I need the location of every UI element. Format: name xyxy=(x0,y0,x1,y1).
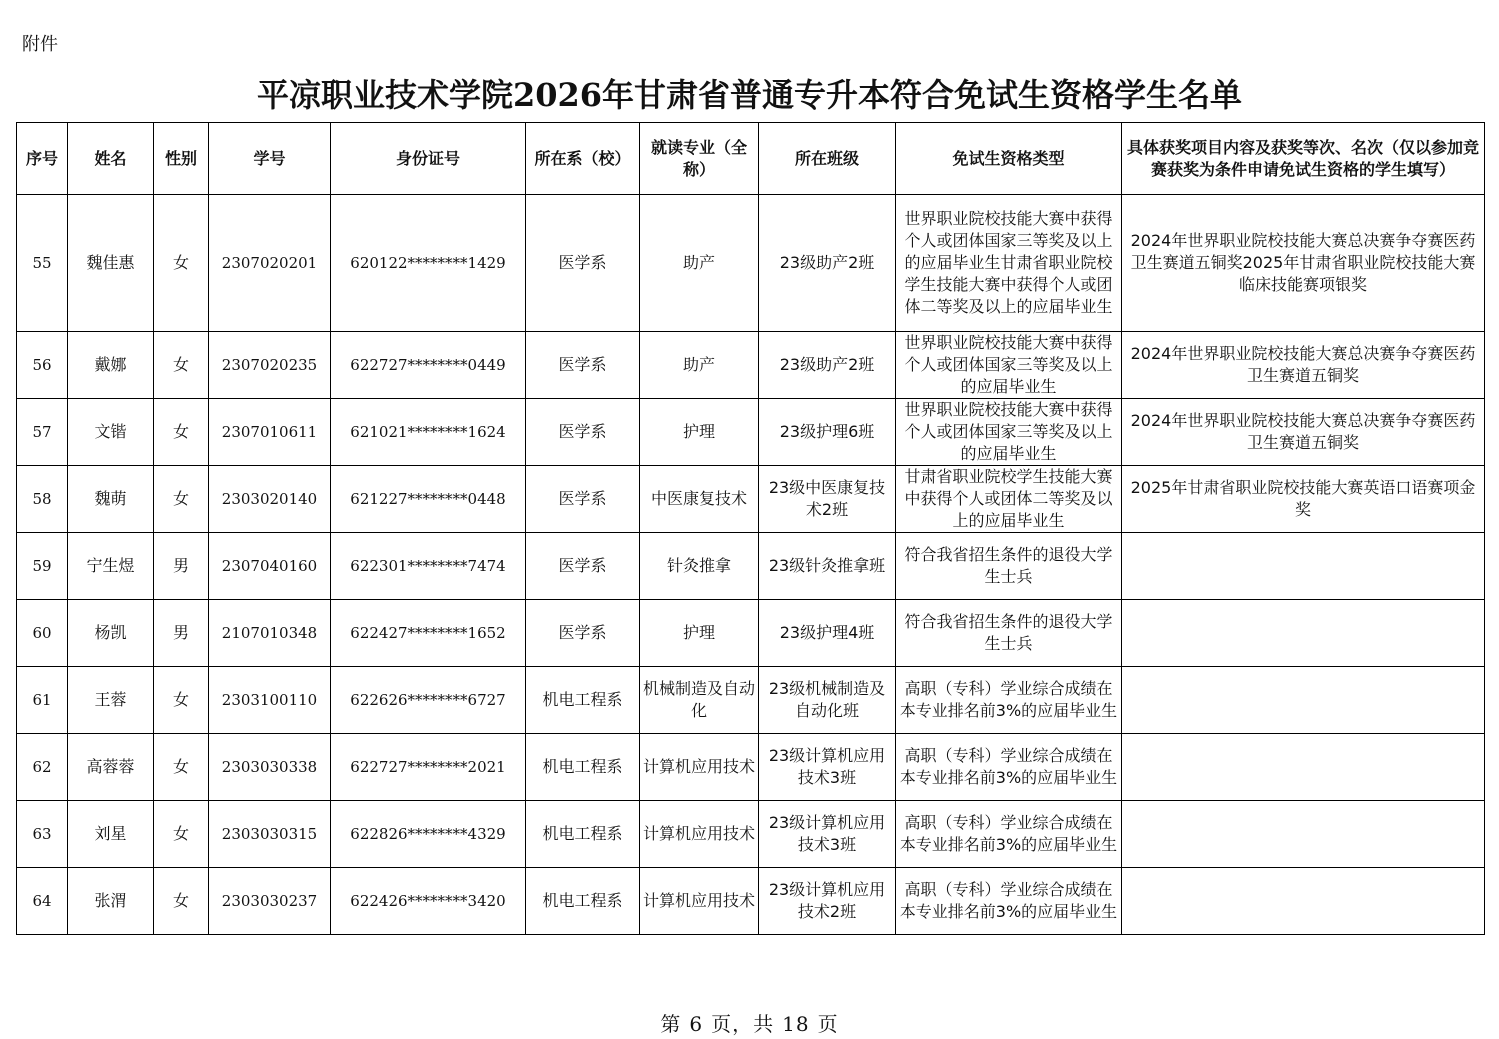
cell-name: 魏佳惠 xyxy=(68,195,154,332)
table-header-row xyxy=(17,123,1485,195)
cell-gender: 女 xyxy=(154,195,209,332)
cell-department: 医学系 xyxy=(526,332,640,399)
footer-current-page: 6 xyxy=(689,1012,704,1036)
cell-id-card: 622727********2021 xyxy=(331,734,526,801)
cell-major: 计算机应用技术 xyxy=(640,801,759,868)
cell-department: 机电工程系 xyxy=(526,734,640,801)
cell-id-card: 620122********1429 xyxy=(331,195,526,332)
header-cell-name: 姓名 xyxy=(68,123,154,195)
cell-name: 张渭 xyxy=(68,868,154,935)
cell-no: 56 xyxy=(17,332,68,399)
cell-no: 55 xyxy=(17,195,68,332)
cell-name: 杨凯 xyxy=(68,600,154,667)
cell-id-card: 621227********0448 xyxy=(331,466,526,533)
cell-department: 机电工程系 xyxy=(526,868,640,935)
cell-award xyxy=(1122,600,1485,667)
cell-student-id: 2307020201 xyxy=(209,195,331,332)
cell-major: 护理 xyxy=(640,600,759,667)
footer-page-prefix: 第 xyxy=(660,1012,682,1036)
cell-name: 刘星 xyxy=(68,801,154,868)
cell-class: 23级计算机应用技术2班 xyxy=(759,868,896,935)
cell-no: 58 xyxy=(17,466,68,533)
cell-department: 医学系 xyxy=(526,466,640,533)
cell-major: 护理 xyxy=(640,399,759,466)
header-cell-gender: 性别 xyxy=(154,123,209,195)
cell-no: 64 xyxy=(17,868,68,935)
cell-award: 2024年世界职业院校技能大赛总决赛争夺赛医药卫生赛道五铜奖 xyxy=(1122,399,1485,466)
cell-id-card: 622826********4329 xyxy=(331,801,526,868)
cell-student-id: 2303020140 xyxy=(209,466,331,533)
cell-major: 机械制造及自动化 xyxy=(640,667,759,734)
cell-qualification: 符合我省招生条件的退役大学生士兵 xyxy=(896,533,1122,600)
table-row xyxy=(17,734,1485,801)
cell-id-card: 622301********7474 xyxy=(331,533,526,600)
cell-student-id: 2303100110 xyxy=(209,667,331,734)
cell-award xyxy=(1122,734,1485,801)
cell-no: 63 xyxy=(17,801,68,868)
footer-total-pages: 18 xyxy=(782,1012,810,1036)
cell-class: 23级护理4班 xyxy=(759,600,896,667)
table-row xyxy=(17,801,1485,868)
cell-award xyxy=(1122,868,1485,935)
cell-qualification: 世界职业院校技能大赛中获得个人或团体国家三等奖及以上的应届毕业生 xyxy=(896,399,1122,466)
footer-page-suffix: 页 xyxy=(817,1012,839,1036)
header-cell-award: 具体获奖项目内容及获奖等次、名次（仅以参加竞赛获奖为条件申请免试生资格的学生填写） xyxy=(1122,123,1485,195)
header-cell-department: 所在系（校） xyxy=(526,123,640,195)
cell-award xyxy=(1122,801,1485,868)
cell-gender: 女 xyxy=(154,332,209,399)
cell-student-id: 2303030315 xyxy=(209,801,331,868)
header-cell-major: 就读专业（全称） xyxy=(640,123,759,195)
cell-student-id: 2107010348 xyxy=(209,600,331,667)
table-row xyxy=(17,332,1485,399)
cell-qualification: 高职（专科）学业综合成绩在本专业排名前3%的应届毕业生 xyxy=(896,868,1122,935)
cell-award xyxy=(1122,667,1485,734)
cell-award xyxy=(1122,533,1485,600)
cell-department: 医学系 xyxy=(526,600,640,667)
cell-gender: 男 xyxy=(154,600,209,667)
table-row xyxy=(17,466,1485,533)
cell-student-id: 2307020235 xyxy=(209,332,331,399)
cell-gender: 女 xyxy=(154,399,209,466)
cell-major: 计算机应用技术 xyxy=(640,734,759,801)
table-row xyxy=(17,600,1485,667)
cell-id-card: 622427********1652 xyxy=(331,600,526,667)
cell-qualification: 世界职业院校技能大赛中获得个人或团体国家三等奖及以上的应届毕业生甘肃省职业院校学生技能大赛中获得个人或团体二等奖及以上的应届毕业生 xyxy=(896,195,1122,332)
cell-id-card: 622426********3420 xyxy=(331,868,526,935)
cell-award: 2024年世界职业院校技能大赛总决赛争夺赛医药卫生赛道五铜奖 xyxy=(1122,332,1485,399)
cell-name: 文锴 xyxy=(68,399,154,466)
table-row xyxy=(17,195,1485,332)
cell-name: 宁生煜 xyxy=(68,533,154,600)
header-cell-class: 所在班级 xyxy=(759,123,896,195)
cell-qualification: 世界职业院校技能大赛中获得个人或团体国家三等奖及以上的应届毕业生 xyxy=(896,332,1122,399)
cell-qualification: 高职（专科）学业综合成绩在本专业排名前3%的应届毕业生 xyxy=(896,801,1122,868)
footer-page-mid: 页，共 xyxy=(711,1012,775,1036)
cell-gender: 女 xyxy=(154,868,209,935)
cell-gender: 女 xyxy=(154,667,209,734)
cell-id-card: 622727********0449 xyxy=(331,332,526,399)
cell-id-card: 621021********1624 xyxy=(331,399,526,466)
cell-award: 2024年世界职业院校技能大赛总决赛争夺赛医药卫生赛道五铜奖2025年甘肃省职业院校技能大赛临床技能赛项银奖 xyxy=(1122,195,1485,332)
page-footer xyxy=(0,1008,1499,1037)
cell-qualification: 高职（专科）学业综合成绩在本专业排名前3%的应届毕业生 xyxy=(896,734,1122,801)
cell-class: 23级护理6班 xyxy=(759,399,896,466)
cell-qualification: 符合我省招生条件的退役大学生士兵 xyxy=(896,600,1122,667)
cell-department: 医学系 xyxy=(526,533,640,600)
header-cell-id-card: 身份证号 xyxy=(331,123,526,195)
table-row xyxy=(17,399,1485,466)
cell-class: 23级助产2班 xyxy=(759,332,896,399)
cell-class: 23级计算机应用技术3班 xyxy=(759,734,896,801)
cell-class: 23级针灸推拿班 xyxy=(759,533,896,600)
student-roster-table xyxy=(16,122,1485,935)
cell-major: 助产 xyxy=(640,332,759,399)
cell-department: 医学系 xyxy=(526,195,640,332)
cell-no: 60 xyxy=(17,600,68,667)
cell-major: 中医康复技术 xyxy=(640,466,759,533)
cell-class: 23级计算机应用技术3班 xyxy=(759,801,896,868)
cell-student-id: 2303030338 xyxy=(209,734,331,801)
cell-class: 23级机械制造及自动化班 xyxy=(759,667,896,734)
cell-qualification: 甘肃省职业院校学生技能大赛中获得个人或团体二等奖及以上的应届毕业生 xyxy=(896,466,1122,533)
cell-gender: 女 xyxy=(154,734,209,801)
cell-gender: 男 xyxy=(154,533,209,600)
cell-student-id: 2307040160 xyxy=(209,533,331,600)
cell-class: 23级中医康复技术2班 xyxy=(759,466,896,533)
table-row xyxy=(17,533,1485,600)
cell-gender: 女 xyxy=(154,466,209,533)
attachment-label: 附件 xyxy=(22,34,58,55)
cell-no: 62 xyxy=(17,734,68,801)
cell-department: 机电工程系 xyxy=(526,667,640,734)
cell-major: 助产 xyxy=(640,195,759,332)
cell-no: 59 xyxy=(17,533,68,600)
table-row xyxy=(17,868,1485,935)
cell-id-card: 622626********6727 xyxy=(331,667,526,734)
cell-department: 机电工程系 xyxy=(526,801,640,868)
cell-award: 2025年甘肃省职业院校技能大赛英语口语赛项金奖 xyxy=(1122,466,1485,533)
cell-major: 计算机应用技术 xyxy=(640,868,759,935)
cell-student-id: 2303030237 xyxy=(209,868,331,935)
cell-student-id: 2307010611 xyxy=(209,399,331,466)
cell-name: 王蓉 xyxy=(68,667,154,734)
cell-major: 针灸推拿 xyxy=(640,533,759,600)
cell-name: 高蓉蓉 xyxy=(68,734,154,801)
cell-no: 57 xyxy=(17,399,68,466)
header-cell-student-id: 学号 xyxy=(209,123,331,195)
cell-qualification: 高职（专科）学业综合成绩在本专业排名前3%的应届毕业生 xyxy=(896,667,1122,734)
table-row xyxy=(17,667,1485,734)
cell-name: 魏萌 xyxy=(68,466,154,533)
cell-department: 医学系 xyxy=(526,399,640,466)
header-cell-qualification: 免试生资格类型 xyxy=(896,123,1122,195)
cell-gender: 女 xyxy=(154,801,209,868)
document-title: 平凉职业技术学院2026年甘肃省普通专升本符合免试生资格学生名单 xyxy=(256,76,1243,114)
header-cell-no: 序号 xyxy=(17,123,68,195)
cell-name: 戴娜 xyxy=(68,332,154,399)
cell-class: 23级助产2班 xyxy=(759,195,896,332)
cell-no: 61 xyxy=(17,667,68,734)
